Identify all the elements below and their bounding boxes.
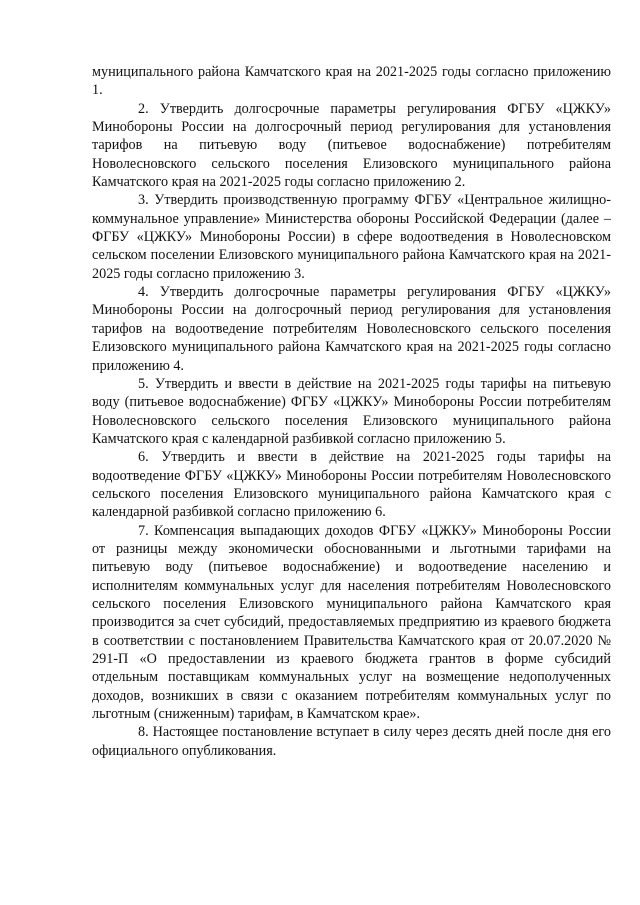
paragraph-item-5: 5. Утвердить и ввести в действие на 2021-2025 годы тарифы на питьевую воду (питьевое водоснабжение) ФГБУ «ЦЖКУ» Минобороны России потребителям Новолесновского сельского поселения Елизовского муниципального района Камчатского края с календарной разбивкой согласно приложению 5. (92, 375, 611, 447)
paragraph-item-7: 7. Компенсация выпадающих доходов ФГБУ «ЦЖКУ» Минобороны России от разницы между экономически обоснованными и льготными тарифами на питьевую воду (питьевое водоснабжение) и водоотведение населению и исполнителям коммунальных услуг для населения потребителям Новолесновского сельского поселения Елизовского муниципального района Камчатского края производится за счет субсидий, предоставляемых предприятию из краевого бюджета в соответствии с постановлением Правительства Камчатского края от 20.07.2020 № 291-П «О предоставлении из краевого бюджета грантов в форме субсидий отдельным поставщикам коммунальных услуг на возмещение недополученных доходов, возникших в связи с оказанием потребителям коммунальных услуг по льготным (сниженным) тарифам, в Камчатском крае». (92, 522, 611, 723)
paragraph-continuation: муниципального района Камчатского края на 2021-2025 годы согласно приложению 1. (92, 64, 611, 99)
paragraph-item-6: 6. Утвердить и ввести в действие на 2021-2025 годы тарифы на водоотведение ФГБУ «ЦЖКУ» Минобороны России потребителям Новолесновского сельского поселения Елизовского муниципального района Камчатского края с календарной разбивкой согласно приложению 6. (92, 449, 611, 521)
paragraph-item-3: 3. Утвердить производственную программу ФГБУ «Центральное жилищно-коммунальное управление» Министерства обороны Российской Федерации (далее – ФГБУ «ЦЖКУ» Минобороны России) в сфере водоотведения в Новолесновском сельском поселении Елизовского муниципального района Камчатского края на 2021-2025 годы согласно приложению 3. (92, 192, 611, 282)
paragraph-item-8: 8. Настоящее постановление вступает в силу через десять дней после дня его официального опубликования. (92, 724, 611, 759)
paragraph-item-4: 4. Утвердить долгосрочные параметры регулирования ФГБУ «ЦЖКУ» Минобороны России на долгосрочный период регулирования для установления тарифов на водоотведение потребителям Новолесновского сельского поселения Елизовского муниципального района Камчатского края на 2021-2025 годы согласно приложению 4. (92, 284, 611, 374)
paragraph-item-2: 2. Утвердить долгосрочные параметры регулирования ФГБУ «ЦЖКУ» Минобороны России на долгосрочный период регулирования для установления тарифов на питьевую воду (питьевое водоснабжение) потребителям Новолесновского сельского поселения Елизовского муниципального района Камчатского края на 2021-2025 годы согласно приложению 2. (92, 100, 611, 191)
document-page (92, 63, 611, 760)
